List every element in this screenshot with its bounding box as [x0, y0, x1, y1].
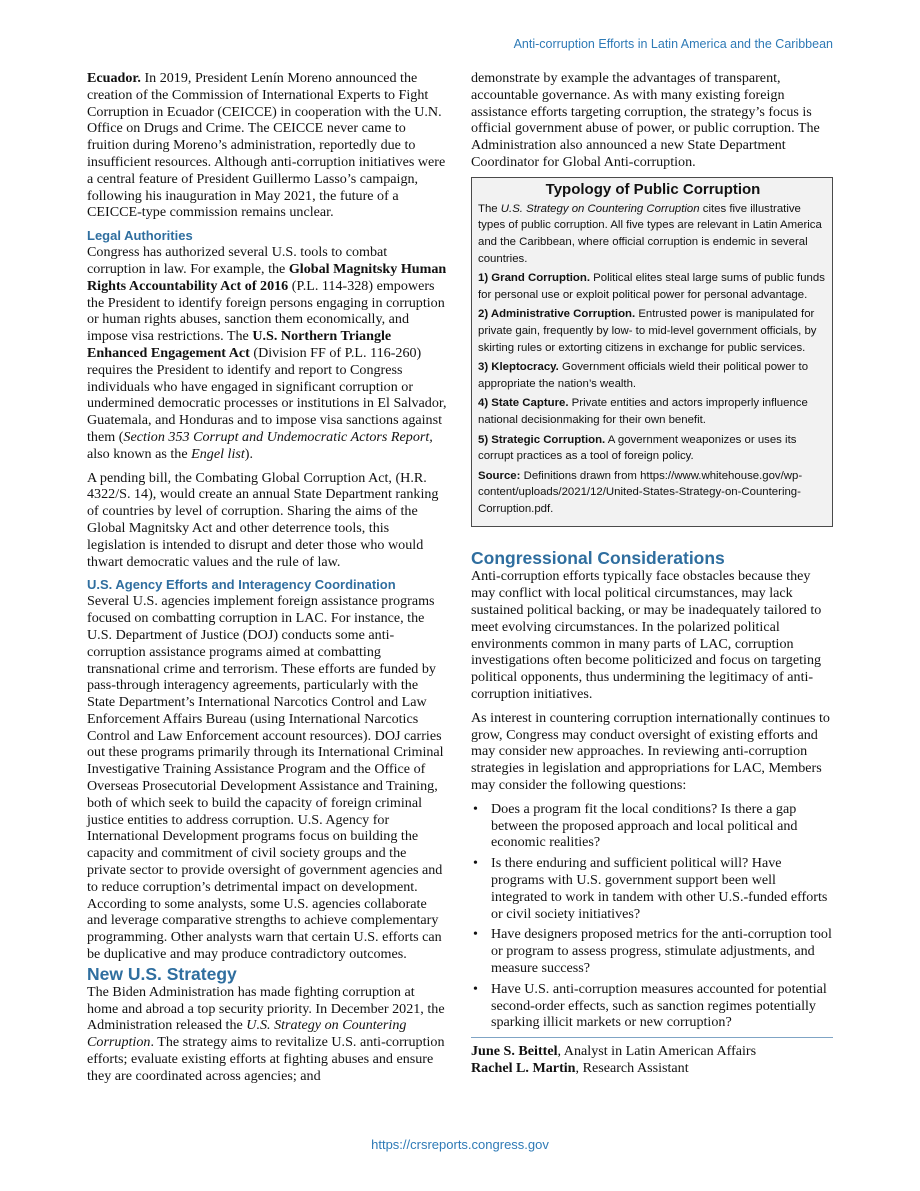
question-text: Does a program fit the local conditions? Is there a gap between the proposed approach and local political and economic realities? [491, 800, 798, 851]
author-role: , Analyst in Latin American Affairs [557, 1043, 757, 1060]
engel-list: Engel list [191, 445, 245, 462]
typology-text: Political elites steal large sums of public funds for personal use or exploit political power for personal advantage. [478, 272, 825, 301]
author-signature-block [471, 1037, 833, 1077]
typology-intro-title: U.S. Strategy on Countering Corruption [500, 202, 700, 215]
typology-term: 3) Kleptocracy. [478, 361, 559, 374]
list-item [471, 801, 833, 851]
typology-box-title: Typology of Public Corruption [545, 180, 761, 198]
strategy-paragraph [87, 984, 449, 1085]
new-strategy-heading: New U.S. Strategy [87, 963, 237, 984]
typology-intro-a: The [478, 202, 501, 215]
typology-intro-c: cites five illustrative types of public corruption. All five types are relevant in Latin America and the Caribbean, where official corruption is endemic in several countries. [478, 202, 822, 265]
bullet-icon: • [473, 800, 478, 817]
legal-paragraph-1 [87, 244, 449, 462]
typology-text: Government officials wield their political power to appropriate the nation’s wealth. [478, 361, 809, 390]
legal-text-a: Congress has authorized several U.S. tools to combat corruption in law. For example, the [87, 244, 388, 277]
congress-paragraph-1: Anti-corruption efforts typically face obstacles because they may conflict with local political circumstances, may lack sustained political backing, or may be inadequately tailored to meet evolving circumstances. In the polarized political environments common in many parts of LAC, corruption investigations often become politicized and focus on targeting political opponents, thus undermining the legitimacy of anti-corruption initiatives. [471, 568, 822, 703]
legal-text-i: ). [244, 445, 253, 462]
strategy-text-c: . The strategy aims to revitalize U.S. anti-corruption efforts; evaluate existing efforts at fighting abuses and ensure they are coordinated across agencies; and [87, 1034, 445, 1084]
bullet-icon: • [473, 855, 478, 872]
bullet-icon: • [473, 980, 478, 997]
left-column [87, 70, 449, 1092]
legal-text-c: (P.L. 114-328) empowers the President to identify foreign persons engaging in corruption or human rights abuses, sanction them economically, and impose visa restrictions. The [87, 277, 445, 345]
strategy-title: U.S. Strategy on Countering Corruption [87, 1017, 407, 1051]
typology-term: 4) State Capture. [478, 397, 569, 410]
typology-text: Entrusted power is manipulated for private gain, frequently by low- to mid-level government officials, by skirting rules or extorting citizens in exchange for public services. [478, 308, 817, 354]
typology-source [478, 468, 828, 518]
footer-url-link[interactable]: https://crsreports.congress.gov [371, 1137, 549, 1152]
strategy-text-a: The Biden Administration has made fighting corruption at home and abroad a top security priority. In December 2021, the Administration released the [87, 983, 445, 1034]
author-role: , Research Assistant [575, 1059, 689, 1076]
agency-paragraph: Several U.S. agencies implement foreign assistance programs focused on combatting corruption in LAC. For instance, the U.S. Department of Justice (DOJ) conducts some anti-corruption assistance programs aimed at combatting transnational crime and terrorism. These efforts are funded by pass-through interagency agreements, particularly with the State Department’s International Narcotics Control and Law Enforcement Affairs Bureau (using International Narcotics Control and Law Enforcement account resources). DOJ carries out these programs primarily through its International Criminal Investigative Training Assistance Program and the Office of Overseas Prosecutorial Development Assistance and Training, both of which seek to build the capacity of foreign criminal justice entities to address corruption. U.S. Agency for International Development programs focus on building the capacity and commitment of civil society groups and the private sector to provide oversight of government agencies and to reduce corruption’s detrimental impact on development. According to some analysts, some U.S. agencies collaborate and leverage comparative strengths to achieve complementary programming. Other analysts warn that certain U.S. efforts can be duplicative and may produce contradictory outcomes. [87, 593, 444, 963]
source-text: Definitions drawn from https://www.whitehouse.gov/wp-content/uploads/2021/12/United-States-Strategy-on-Countering-Corruption.pdf. [478, 469, 803, 515]
question-text: Have U.S. anti-corruption measures accounted for potential second-order effects, such as sanction regimes potentially sparking illicit markets or new corruption? [491, 980, 827, 1031]
global-magnitsky-act: Global Magnitsky Human Rights Accountability Act of 2016 [87, 260, 447, 294]
question-text: Is there enduring and sufficient political will? Have programs with U.S. government support been well integrated to work in tandem with other U.S.-funded efforts or civil society initiatives? [491, 855, 828, 922]
strategy-continued-paragraph: demonstrate by example the advantages of transparent, accountable governance. As with many existing foreign assistance efforts targeting corruption, the strategy’s focus is official government abuse of power, or public corruption. The Administration also announced a new State Department Coordinator for Global Anti-corruption. [471, 70, 820, 170]
ecuador-paragraph [87, 70, 449, 221]
list-item [471, 926, 833, 976]
author-line [471, 1060, 833, 1077]
northern-triangle-act: U.S. Northern Triangle Enhanced Engagement Act [87, 328, 392, 361]
ecuador-text: In 2019, President Lenín Moreno announced the creation of the Commission of International Experts to Fight Corruption in Ecuador (CEICCE) in cooperation with the U.N. Office on Drugs and Crime. The CEICCE never came to fruition during Moreno’s administration, reportedly due to insufficient resources. Although anti-corruption initiatives were a central feature of President Guillermo Lasso’s campaign, following his inauguration in May 2021, the future of a CEICCE-type commission remains unclear. [87, 70, 446, 221]
typology-term: 2) Administrative Corruption. [478, 308, 636, 321]
right-column [471, 70, 833, 1077]
typology-box [471, 177, 833, 528]
legal-text-g: also known as the [87, 445, 192, 462]
section-353-report: Section 353 Corrupt and Undemocratic Actors Report, [123, 428, 433, 445]
author-name: Rachel L. Martin [471, 1059, 576, 1076]
questions-list [471, 801, 833, 1031]
typology-text: A government weaponizes or uses its corrupt practices as a tool of foreign policy. [478, 433, 797, 463]
agency-efforts-heading: U.S. Agency Efforts and Interagency Coordination [87, 577, 396, 593]
legal-text-e: (Division FF of P.L. 116-260) requires the President to identify and report to Congress individuals who have engaged in significant corruption or undermined democratic processes or institutions in El Salvador, Guatemala, and Honduras and to impose visa sanctions against them ( [87, 344, 447, 445]
typology-term: 1) Grand Corruption. [478, 272, 591, 285]
legal-paragraph-2: A pending bill, the Combating Global Corruption Act, (H.R. 4322/S. 14), would create an annual State Department ranking of countries by level of corruption. Sharing the aims of the Global Magnitsky Act and other deterrence tools, this legislation is intended to disrupt and deter those who would thwart democratic values and the rule of law. [87, 469, 439, 570]
list-item [471, 981, 833, 1031]
typology-term: 5) Strategic Corruption. [478, 433, 606, 446]
list-item [471, 855, 833, 922]
typology-item [478, 395, 828, 428]
typology-intro [478, 201, 828, 267]
typology-item [478, 359, 828, 392]
typology-text: Private entities and actors improperly influence national decisionmaking for their own benefit. [478, 397, 808, 426]
running-header: Anti-corruption Efforts in Latin America and the Caribbean [513, 37, 833, 51]
typology-item [478, 432, 828, 465]
congressional-considerations-heading: Congressional Considerations [471, 548, 725, 569]
legal-authorities-heading: Legal Authorities [87, 228, 193, 244]
author-line [471, 1043, 833, 1060]
congress-paragraph-2: As interest in countering corruption internationally continues to grow, Congress may conduct oversight of existing efforts and may consider new approaches. In reviewing anti-corruption strategies in legislation and appropriations for LAC, Members may consider the following questions: [471, 709, 830, 794]
ecuador-lead: Ecuador. [87, 70, 141, 86]
typology-item [478, 306, 828, 356]
typology-item [478, 270, 828, 303]
source-label: Source: [478, 469, 521, 482]
author-name: June S. Beittel [471, 1043, 558, 1060]
question-text: Have designers proposed metrics for the anti-corruption tool or program to assess progress, stimulate adjustments, and measure success? [491, 926, 832, 976]
bullet-icon: • [473, 926, 478, 943]
